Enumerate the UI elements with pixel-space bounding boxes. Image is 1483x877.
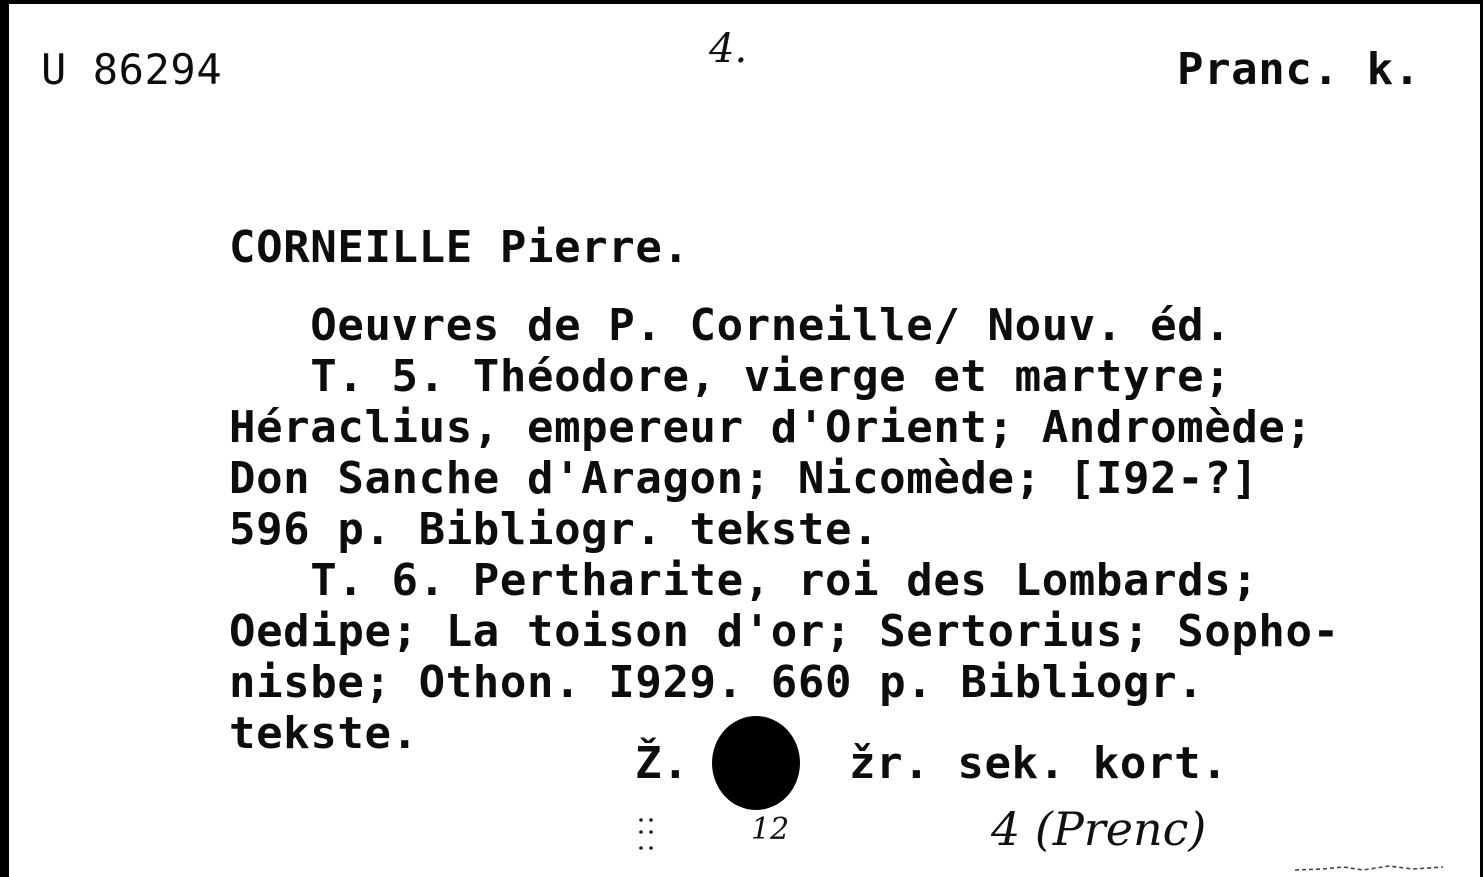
body-line-6: T. 6. Pertharite, roi des Lombards; (229, 555, 1259, 606)
body-line-7: Oedipe; La toison d'or; Sertorius; Sopho- (229, 606, 1340, 657)
handwritten-small-number: 12 (751, 812, 790, 847)
body-line-5: 596 p. Bibliogr. tekste. (229, 504, 880, 555)
body-line-2: T. 5. Théodore, vierge et martyre; (229, 351, 1232, 402)
body-line-8: nisbe; Othon. I929. 660 p. Bibliogr. (229, 657, 1205, 708)
collection-label: Pranc. k. (1177, 44, 1421, 95)
scribble-mark (1293, 862, 1453, 874)
author-heading: CORNEILLE Pierre. (229, 222, 690, 273)
dot-marks (637, 814, 659, 854)
call-number: U 86294 (41, 45, 223, 94)
body-line-4: Don Sanche d'Aragon; Nicomède; [I92-?] (229, 453, 1259, 504)
handwritten-number: 4. (709, 26, 748, 72)
punch-hole (712, 716, 800, 810)
body-line-1: Oeuvres de P. Corneille/ Nouv. éd. (229, 300, 1232, 351)
mark-right: žr. sek. kort. (849, 738, 1229, 789)
handwritten-note: 4 (Prenc) (991, 802, 1207, 856)
body-line-9: tekste. (229, 708, 419, 759)
body-line-3: Héraclius, empereur d'Orient; Andromède; (229, 402, 1313, 453)
mark-left: Ž. (635, 738, 690, 789)
